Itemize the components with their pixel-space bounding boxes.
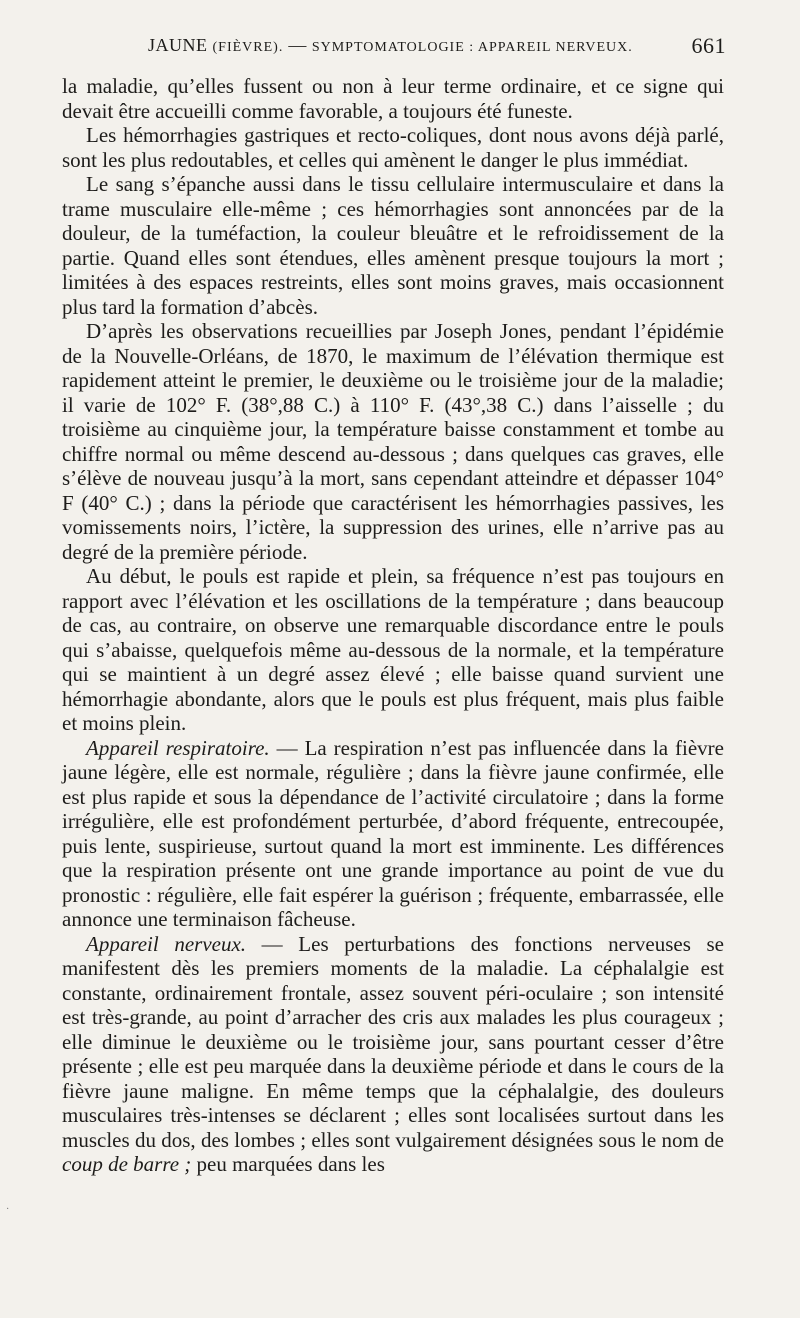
paragraph-sang: Le sang s’épanche aussi dans le tissu cellulaire intermusculaire et dans la trame musculaire elle-même ; ces hémorrhagies sont annoncées par de la douleur, de la tuméfaction, la couleur bleuâtre et le refroidissement de la partie. Quand elles sont étendues, elles amènent presque toujours la mort ; limitées à des espaces restreints, elles sont moins graves, mais occasionnent plus tard la formation d’abcès. bbox=[62, 172, 724, 319]
margin-speck: · bbox=[6, 1204, 10, 1215]
paragraph-pouls: Au début, le pouls est rapide et plein, sa fréquence n’est pas toujours en rapport avec l’élévation et les oscillations de la température ; dans beaucoup de cas, au contraire, on observe une remarquable discordance entre le pouls qui s’abaisse, quelquefois même au-dessous de la normale, et la température qui se maintient à un degré assez élevé ; elle baisse quand survient une hémorrhagie abondante, alors que le pouls est plus fréquent, mais plus faible et moins plein. bbox=[62, 564, 724, 735]
paragraph-hemorrhagies: Les hémorrhagies gastriques et recto-coliques, dont nous avons déjà parlé, sont les plus redoutables, et celles qui amènent le danger le plus immédiat. bbox=[62, 123, 724, 172]
paragraph-continued: la maladie, qu’elles fussent ou non à leur terme ordinaire, et ce signe qui devait être accueilli comme favorable, a toujours été funeste. bbox=[62, 74, 724, 123]
nerv-text-before: Les perturbations des fonctions nerveuses se manifestent dès les premiers moments de la maladie. La céphalalgie est constante, ordinairement frontale, assez souvent péri-oculaire ; son intensité est très-grande, au point d’arracher des cris aux malades les plus courageux ; elle diminue le deuxième ou le troisième jour, sans pourtant cesser d’être présente ; elle est peu marquée dans la deuxième période et dans le cours de la fièvre jaune maligne. En même temps que la céphalalgie, des douleurs musculaires très-intenses se déclarent ; elles sont localisées surtout dans les muscles du dos, des lombes ; elles sont vulgairement désignées sous le nom de bbox=[62, 931, 724, 1152]
paragraph-appareil-respiratoire bbox=[62, 736, 724, 932]
body-text bbox=[62, 74, 724, 1177]
paragraph-appareil-nerveux bbox=[62, 932, 724, 1177]
heading-nerveux: Appareil nerveux. bbox=[86, 931, 247, 956]
running-header bbox=[62, 33, 726, 61]
header-dash: — bbox=[288, 35, 307, 55]
header-title-paren: (FIÈVRE). bbox=[212, 40, 284, 55]
header-title-word: JAUNE bbox=[148, 35, 208, 55]
header-title bbox=[148, 35, 633, 56]
resp-dash: — bbox=[269, 735, 305, 760]
italic-term: coup de barre ; bbox=[62, 1152, 192, 1176]
header-section: SYMPTOMATOLOGIE : APPAREIL NERVEUX. bbox=[311, 40, 633, 55]
nerv-dash: — bbox=[246, 931, 299, 956]
resp-text: La respiration n’est pas influencée dans la fièvre jaune légère, elle est normale, régulière ; dans la fièvre jaune confirmée, elle est plus rapide et sous la dépendance de l’activité circulatoire ; dans la forme irrégulière, elle est profondément perturbée, d’abord fréquente, entrecoupée, puis lente, suspirieuse, surtout quand la mort est imminente. Les différences que la respiration présente ont une grande importance au point de vue du pronostic : régulière, elle fait espérer la guérison ; fréquente, embarrassée, elle annonce une terminaison fâcheuse. bbox=[62, 735, 724, 931]
page-number: 661 bbox=[691, 33, 726, 58]
nerv-text-after: peu marquées dans les bbox=[191, 1152, 385, 1176]
heading-respiratoire: Appareil respiratoire. bbox=[86, 735, 270, 760]
paragraph-temperature: D’après les observations recueillies par Joseph Jones, pendant l’épidémie de la Nouvelle-Orléans, de 1870, le maximum de l’élévation thermique est rapidement atteint le premier, le deuxième ou le troisième jour de la maladie; il varie de 102° F. (38°,88 C.) à 110° F. (43°,38 C.) dans l’aisselle ; du troisième au cinquième jour, la température baisse constamment et tombe au chiffre normal ou même descend au-dessous ; dans quelques cas graves, elle s’élève de nouveau jusqu’à la mort, sans cependant atteindre et dépasser 104° F (40° C.) ; dans la période que caractérisent les hémorrhagies passives, les vomissements noirs, l’ictère, la suppression des urines, elle n’arrive pas au degré de la première période. bbox=[62, 319, 724, 564]
